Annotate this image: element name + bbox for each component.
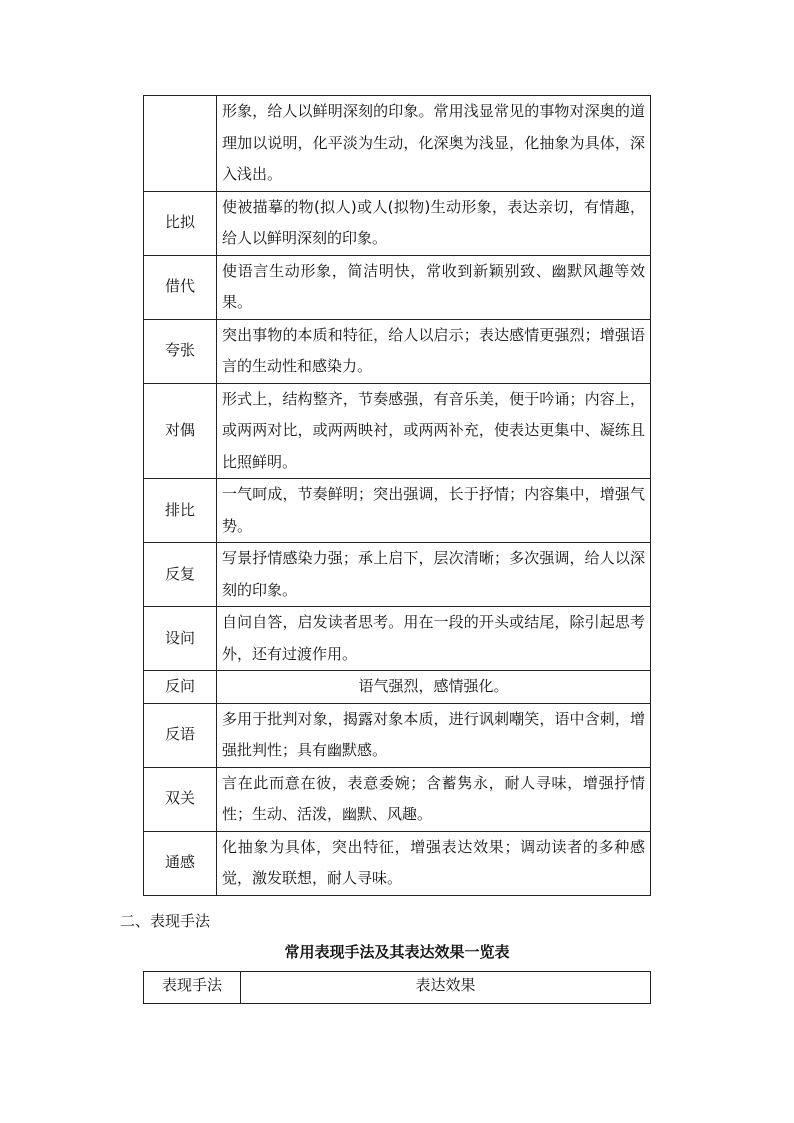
- effect-cell: 一气呵成，节奏鲜明；突出强调，长于抒情；内容集中，增强气势。: [217, 479, 651, 543]
- technique-effects-table: [143, 971, 651, 1004]
- term-cell: [144, 96, 217, 192]
- table-row: [144, 671, 651, 704]
- table-row: [144, 831, 651, 895]
- column-header-effect: 表达效果: [241, 972, 651, 1004]
- term-cell: 双关: [144, 767, 217, 831]
- term-cell: 反问: [144, 671, 217, 704]
- section-heading: 二、表现手法: [120, 912, 211, 930]
- table-row: [144, 96, 651, 192]
- effect-cell: 语气强烈，感情强化。: [217, 671, 651, 704]
- term-cell: 排比: [144, 479, 217, 543]
- effect-cell: 使被描摹的物(拟人)或人(拟物)生动形象，表达亲切，有情趣，给人以鲜明深刻的印象。: [217, 191, 651, 255]
- column-header-technique: 表现手法: [144, 972, 241, 1004]
- effect-cell: 多用于批判对象，揭露对象本质，进行讽刺嘲笑，语中含刺，增强批判性；具有幽默感。: [217, 703, 651, 767]
- effect-cell: 使语言生动形象，简洁明快，常收到新颖别致、幽默风趣等效果。: [217, 255, 651, 319]
- table-row: [144, 607, 651, 671]
- table-row: [144, 479, 651, 543]
- term-cell: 夸张: [144, 319, 217, 383]
- effect-cell: 突出事物的本质和特征，给人以启示；表达感情更强烈；增强语言的生动性和感染力。: [217, 319, 651, 383]
- effect-cell: 写景抒情感染力强；承上启下，层次清晰；多次强调，给人以深刻的印象。: [217, 543, 651, 607]
- effect-cell: 形象，给人以鲜明深刻的印象。常用浅显常见的事物对深奥的道理加以说明，化平淡为生动，化深奥为浅显，化抽象为具体，深入浅出。: [217, 96, 651, 192]
- table-row: [144, 767, 651, 831]
- term-cell: 对偶: [144, 383, 217, 479]
- table-row: [144, 255, 651, 319]
- effect-cell: 自问自答，启发读者思考。用在一段的开头或结尾，除引起思考外，还有过渡作用。: [217, 607, 651, 671]
- term-cell: 反语: [144, 703, 217, 767]
- term-cell: 借代: [144, 255, 217, 319]
- table-row: [144, 191, 651, 255]
- table-row: [144, 383, 651, 479]
- table-header-row: [144, 972, 651, 1004]
- term-cell: 设问: [144, 607, 217, 671]
- term-cell: 通感: [144, 831, 217, 895]
- effect-cell: 化抽象为具体，突出特征，增强表达效果；调动读者的多种感觉，激发联想，耐人寻味。: [217, 831, 651, 895]
- table-row: [144, 319, 651, 383]
- table-row: [144, 703, 651, 767]
- term-cell: 反复: [144, 543, 217, 607]
- effect-cell: 形式上，结构整齐，节奏感强，有音乐美，便于吟诵；内容上，或两两对比，或两两映衬，或两两补充，使表达更集中、凝练且比照鲜明。: [217, 383, 651, 479]
- table-caption: 常用表现手法及其表达效果一览表: [284, 943, 510, 961]
- table-row: [144, 543, 651, 607]
- effect-cell: 言在此而意在彼，表意委婉；含蓄隽永，耐人寻味，增强抒情性；生动、活泼，幽默、风趣。: [217, 767, 651, 831]
- term-cell: 比拟: [144, 191, 217, 255]
- rhetoric-effects-table: [143, 95, 651, 896]
